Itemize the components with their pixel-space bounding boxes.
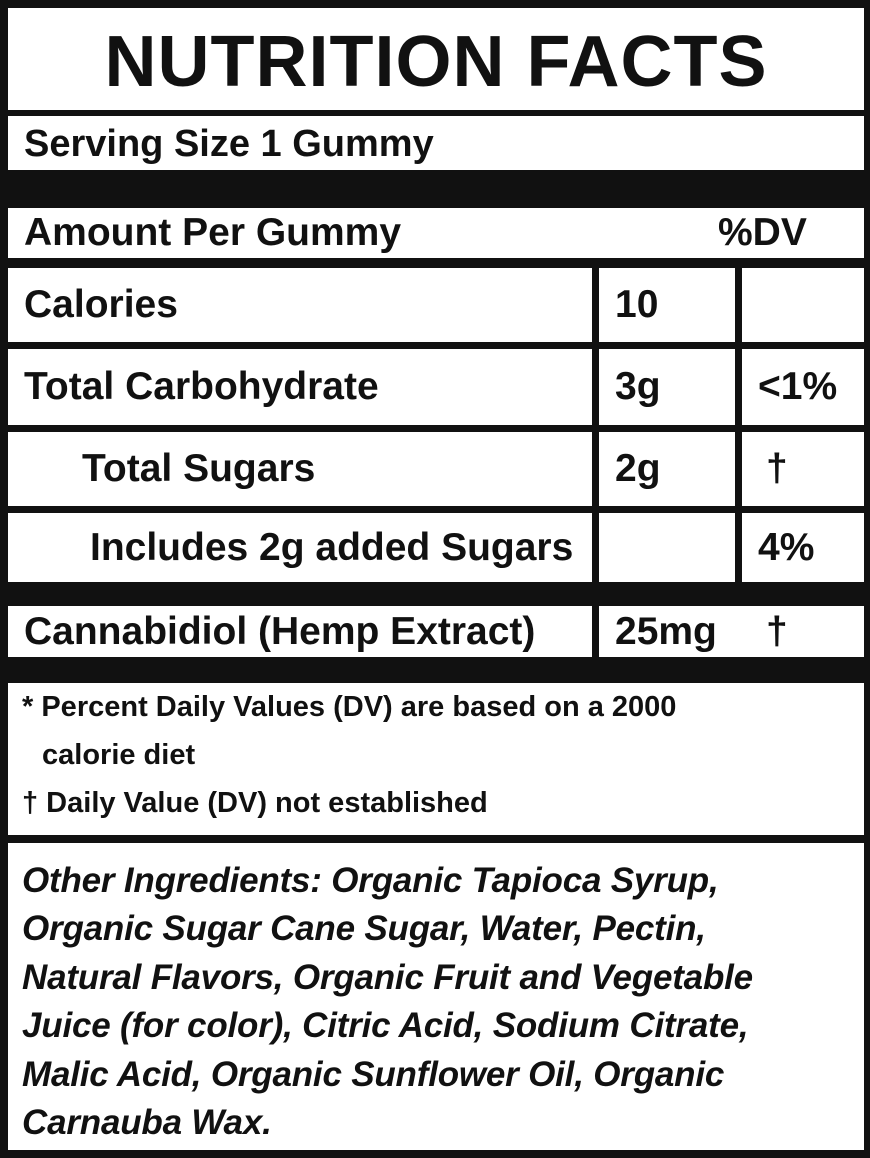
cbd-dv: † xyxy=(766,610,788,653)
ingredients-line: Other Ingredients: Organic Tapioca Syrup, xyxy=(22,861,719,900)
amount-per-label: Amount Per Gummy xyxy=(24,211,402,254)
nutrient-name-cell xyxy=(8,349,592,425)
nutrient-dv: † xyxy=(766,447,788,490)
nutrient-name-cell xyxy=(8,268,592,342)
nutrient-amount-cell xyxy=(599,513,735,582)
nutrient-amount: 2g xyxy=(615,447,661,490)
nutrient-amount: 3g xyxy=(615,365,661,408)
nutrient-amount-cell xyxy=(599,349,735,425)
cbd-row xyxy=(8,606,864,657)
nutrient-dv: <1% xyxy=(758,365,838,408)
ingredients-line: Juice (for color), Citric Acid, Sodium Citrate, xyxy=(22,1006,749,1045)
cbd-amount-cell xyxy=(599,606,864,657)
nutrient-name-cell xyxy=(8,513,592,582)
ingredients-line: Natural Flavors, Organic Fruit and Vegetable xyxy=(22,958,753,997)
nutrient-name: Total Carbohydrate xyxy=(24,365,379,408)
footnote-calorie-diet: calorie diet xyxy=(42,739,196,771)
ingredients-section xyxy=(8,843,864,1150)
nutrient-name: Total Sugars xyxy=(82,447,316,490)
nutrient-name: Calories xyxy=(24,283,178,326)
serving-size-row xyxy=(8,116,864,170)
ingredients-line: Carnauba Wax. xyxy=(22,1103,272,1142)
ingredients-line: Malic Acid, Organic Sunflower Oil, Organic xyxy=(22,1055,725,1094)
title-row xyxy=(8,8,864,110)
nutrient-dv-cell xyxy=(742,513,864,582)
nutrient-row-carbohydrate xyxy=(8,349,864,425)
dv-header: %DV xyxy=(718,211,807,254)
nutrient-dv-cell xyxy=(742,268,864,342)
page-title: NUTRITION FACTS xyxy=(104,22,768,102)
nutrient-amount-cell xyxy=(599,432,735,506)
cbd-name: Cannabidiol (Hemp Extract) xyxy=(24,610,536,653)
footnote-dv-not-established: † Daily Value (DV) not established xyxy=(22,787,488,819)
nutrient-amount: 10 xyxy=(615,283,659,326)
nutrient-amount-cell xyxy=(599,268,735,342)
nutrient-row-sugars xyxy=(8,432,864,506)
footnote-percent-dv: * Percent Daily Values (DV) are based on a 2000 xyxy=(22,691,677,723)
nutrient-row-calories xyxy=(8,268,864,342)
nutrient-row-added-sugars xyxy=(8,513,864,582)
cbd-name-cell xyxy=(8,606,592,657)
nutrient-name: Includes 2g added Sugars xyxy=(90,526,574,569)
footnotes-section xyxy=(8,683,864,835)
serving-size: Serving Size 1 Gummy xyxy=(24,123,434,165)
cbd-amount: 25mg xyxy=(615,610,717,653)
nutrient-dv: 4% xyxy=(758,526,815,569)
nutrient-dv-cell xyxy=(742,432,864,506)
ingredients-line: Organic Sugar Cane Sugar, Water, Pectin, xyxy=(22,909,706,948)
nutrient-dv-cell xyxy=(742,349,864,425)
nutrient-name-cell xyxy=(8,432,592,506)
amount-header-row xyxy=(8,208,864,258)
